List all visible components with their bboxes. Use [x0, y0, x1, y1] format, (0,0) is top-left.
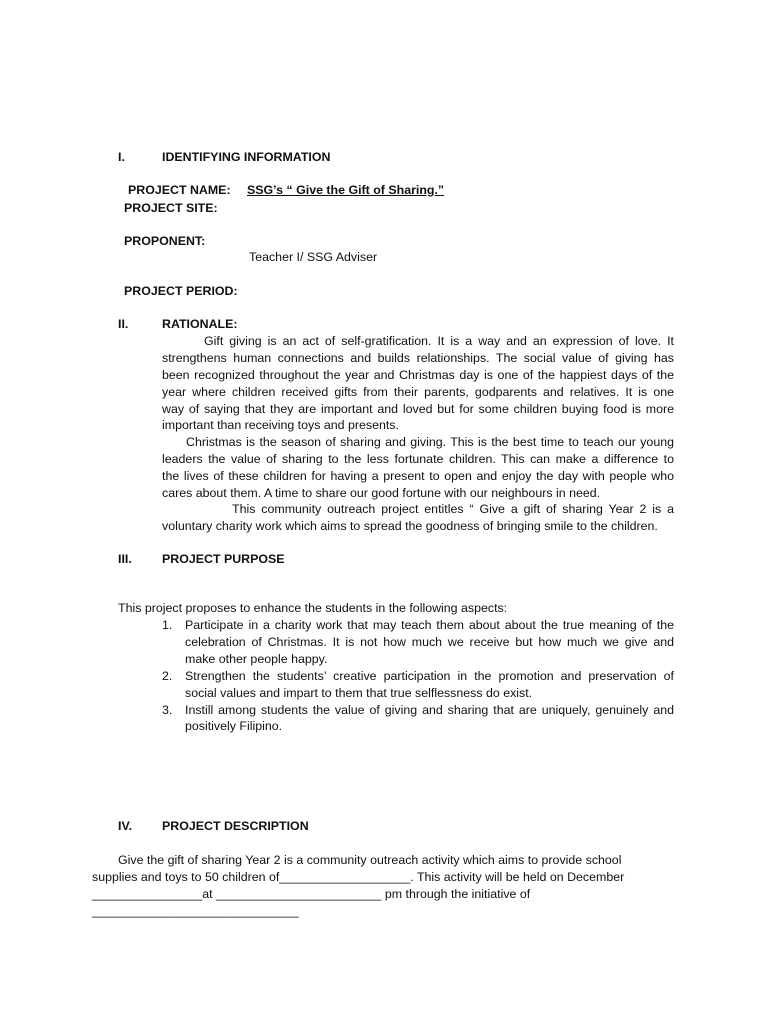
- rationale-p2-line: the lives of these children for having a present to open and enjoy the day with people who: [162, 468, 674, 483]
- proponent-label: PROPONENT:: [124, 234, 206, 248]
- proponent-value: Teacher I/ SSG Adviser: [249, 250, 378, 264]
- project-name-label: PROJECT NAME:: [128, 183, 231, 197]
- purpose-list: [162, 617, 674, 735]
- description-line: Give the gift of sharing Year 2 is a community outreach activity which aims to provide school: [118, 853, 622, 867]
- purpose-item-line: social values and impart to them that true selflessness do exist.: [185, 685, 533, 700]
- project-site-label: PROJECT SITE:: [124, 201, 218, 215]
- rationale-p1-line: way of saying that they are important and loved but for some children buying food is more: [162, 401, 674, 416]
- purpose-item-line: Strengthen the students’ creative participation in the promotion and preservation of: [185, 668, 674, 683]
- rationale-p3-line: This community outreach project entitles “ Give a gift of sharing Year 2 is a: [232, 502, 674, 516]
- purpose-item-line: celebration of Christmas. It is not how much we receive but how much we give and: [185, 634, 674, 649]
- rationale-paragraph-2: [162, 434, 674, 502]
- project-period-label: PROJECT PERIOD:: [124, 284, 238, 298]
- purpose-item-line: make other people happy.: [185, 651, 328, 666]
- description-line: ______________________________: [92, 903, 299, 918]
- purpose-item-3: [162, 702, 674, 736]
- rationale-p1-line: strengthens human connections and builds relationships. The social value of giving has: [162, 350, 674, 365]
- purpose-item-number: 3.: [162, 702, 173, 717]
- purpose-item-1: [162, 617, 674, 668]
- description-line: ________________at ________________________ pm through the initiative of: [92, 886, 531, 901]
- purpose-intro: This project proposes to enhance the students in the following aspects:: [118, 601, 508, 615]
- purpose-item-number: 2.: [162, 668, 173, 683]
- section-4-heading: PROJECT DESCRIPTION: [162, 819, 309, 833]
- rationale-p3-line: voluntary charity work which aims to spread the goodness of bringing smile to the children.: [162, 518, 658, 533]
- rationale-p2-line: cares about them. A time to share our good fortune with our neighbours in need.: [162, 485, 601, 500]
- section-1-heading: IDENTIFYING INFORMATION: [162, 150, 331, 164]
- project-name-value: SSG’s “ Give the Gift of Sharing.”: [247, 183, 445, 197]
- purpose-item-line: positively Filipino.: [185, 719, 283, 734]
- purpose-item-number: 1.: [162, 618, 173, 632]
- section-1-numeral: I.: [118, 150, 125, 164]
- section-3-heading: PROJECT PURPOSE: [162, 552, 285, 566]
- rationale-p2-line: leaders the value of sharing to the less fortunate children. This can make a difference to: [162, 451, 674, 466]
- rationale-p1-line: year where children received gifts from their parents, godparents and relatives. It is one: [162, 384, 674, 399]
- rationale-paragraph-1: [162, 333, 674, 434]
- section-4-numeral: IV.: [118, 819, 133, 833]
- description-paragraph: [92, 852, 638, 920]
- section-2-numeral: II.: [118, 317, 129, 331]
- rationale-p1-line: Gift giving is an act of self-gratification. It is a way and an expression of love. It: [204, 334, 674, 348]
- rationale-p1-line: been recognized throughout the year and Christmas day is one of the happiest days of the: [162, 367, 674, 382]
- rationale-p2-line: Christmas is the season of sharing and giving. This is the best time to teach our young: [186, 435, 674, 449]
- section-3-numeral: III.: [118, 552, 132, 566]
- rationale-paragraph-3: [162, 501, 674, 535]
- section-2-heading: RATIONALE:: [162, 317, 238, 331]
- rationale-p1-line: important than receiving toys and presents.: [162, 418, 399, 433]
- purpose-item-line: Participate in a charity work that may teach them about about the true meaning of the: [185, 618, 674, 632]
- purpose-item-2: [162, 668, 674, 702]
- description-line: supplies and toys to 50 children of___________________. This activity will be held on December: [92, 869, 625, 884]
- purpose-item-line: Instill among students the value of giving and sharing that are uniquely, genuinely and: [185, 702, 674, 717]
